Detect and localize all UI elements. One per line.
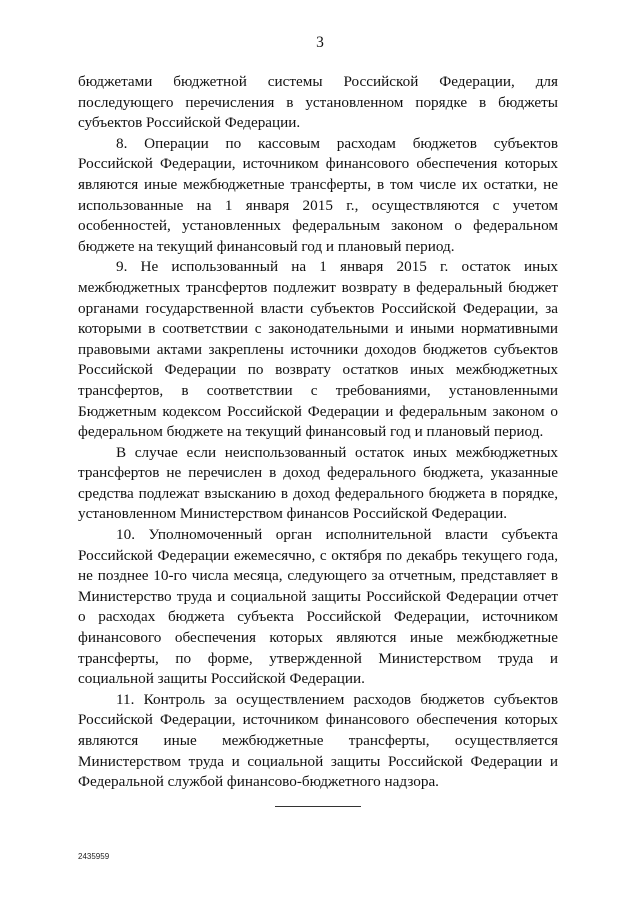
page-number: 3 <box>316 34 324 51</box>
paragraph-continuation: бюджетами бюджетной системы Российской Федерации, для последующего перечисления в установленном порядке в бюджеты субъектов Российской Федерации. <box>78 73 558 132</box>
paragraph-item-9: 9. Не использованный на 1 января 2015 г. остаток иных межбюджетных трансфертов подлежит возврату в федеральный бюджет органами государственной власти субъектов Российской Федерации, за которыми в соответствии с законодательными и иными нормативными правовыми актами закреплены источники доходов бюджетов субъектов Российской Федерации по возврату остатков иных межбюджетных трансфертов, в соответствии с требованиями, установленными Бюджетным кодексом Российской Федерации и федеральным законом о федеральном бюджете на текущий финансовый год и плановый период. <box>78 258 558 441</box>
end-separator-line <box>275 806 361 807</box>
paragraph-item-11: 11. Контроль за осуществлением расходов бюджетов субъектов Российской Федерации, источником финансового обеспечения которых являются иные межбюджетные трансферты, осуществляется Министерством труда и социальной защиты Российской Федерации и Федеральной службой финансово-бюджетного надзора. <box>78 690 558 791</box>
paragraph-item-9-addendum: В случае если неиспользованный остаток иных межбюджетных трансфертов не перечислен в доход федерального бюджета, указанные средства подлежат взысканию в доход федерального бюджета в порядке, установленном Министерством финансов Российской Федерации. <box>78 443 558 523</box>
paragraph-item-10: 10. Уполномоченный орган исполнительной власти субъекта Российской Федерации ежемесячно, с октября по декабрь текущего года, не позднее 10-го числа месяца, следующего за отчетным, представляет в Министерство труда и социальной защиты Российской Федерации отчет о расходах бюджета субъекта Российской Федерации, источником финансового обеспечения которых являются иные межбюджетные трансферты, по форме, утвержденной Министерством труда и социальной защиты Российской Федерации. <box>78 526 558 688</box>
document-code: 2435959 <box>78 852 110 861</box>
document-body <box>78 72 558 793</box>
paragraph-item-8: 8. Операции по кассовым расходам бюджетов субъектов Российской Федерации, источником финансового обеспечения которых являются иные межбюджетные трансферты, в том числе их остатки, не использованные на 1 января 2015 г., осуществляются с учетом особенностей, установленных федеральным законом о федеральном бюджете на текущий финансовый год и плановый период. <box>78 134 558 255</box>
